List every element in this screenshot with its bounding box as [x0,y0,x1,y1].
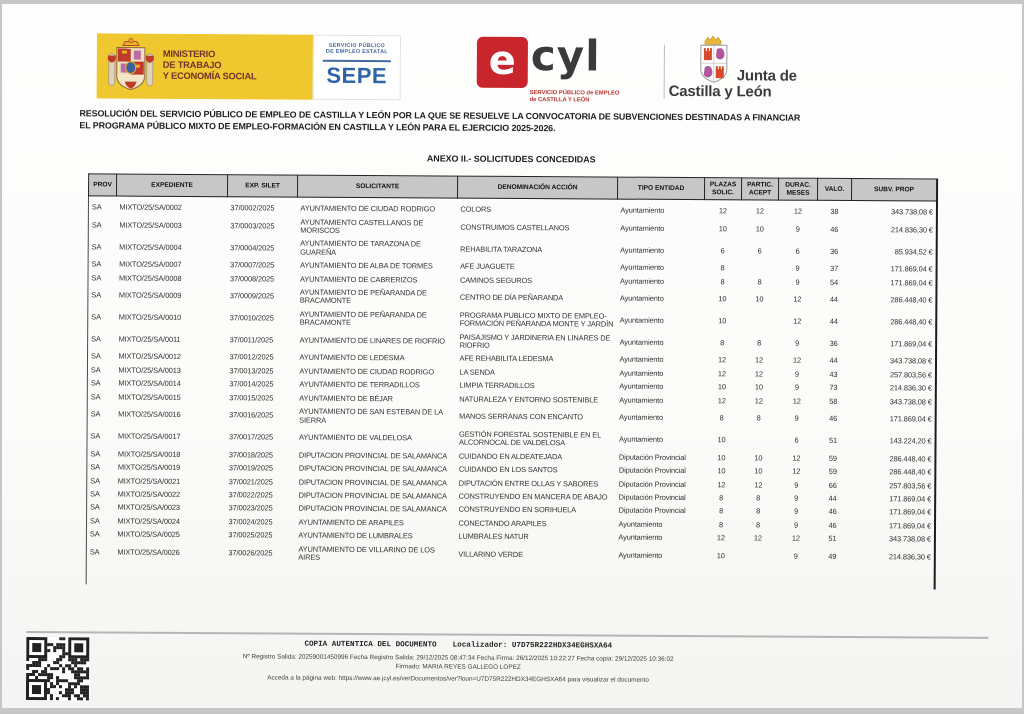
table-cell: 44 [829,316,838,326]
table-cell: 214.836,30 € [888,552,931,562]
document-page [2,4,1022,708]
table-cell: 343.738,08 € [890,356,933,366]
column-header: PARTIC. ACEPT [741,178,778,200]
table-cell: SA [90,431,101,441]
table-cell: 36 [829,338,838,348]
table-cell: MIXTO/25/SA/0011 [118,334,181,344]
table-cell: 59 [828,453,837,463]
table-spacer-row [86,563,935,589]
table-cell: 6 [757,246,762,256]
ecyl-logo [477,31,657,104]
table-cell: 44 [829,356,838,366]
logo-band [97,31,927,106]
table-cell: Diputación Provincial [618,505,686,516]
annex-title: ANEXO II.- SOLICITUDES CONCEDIDAS [426,153,596,165]
table-cell: AYUNTAMIENTO DE ALBA DE TORMES [300,260,433,271]
logo-separator [664,45,665,99]
table-cell: Ayuntamiento [620,205,665,216]
table-cell: SA [90,449,101,459]
table-cell: 37/0025/2025 [228,530,273,540]
sepe-logo [313,35,401,101]
table-cell: 8 [755,520,761,530]
table-cell: 9 [795,263,800,273]
table-cell: 171.869,04 € [889,507,932,517]
table-cell: AYUNTAMIENTO CASTELLANOS DE MORISCOS [300,217,424,235]
registry-line: Nº Registro Salida: 20259001450996 Fecha Registro Salida: 29/12/2025 08:47:34 Fecha Firma: 26/12/2025 10:22:27 Fecha copia: 29/12/2025 10:36:02 [242,653,674,663]
table-cell: Ayuntamiento [619,355,664,365]
title-line-2: EL PROGRAMA PÚBLICO MIXTO DE EMPLEO-FORMACIÓN EN CASTILLA Y LEÓN PARA EL EJERCICIO 2025-2026. [79,119,556,133]
table-cell: MIXTO/25/SA/0009 [118,290,182,301]
table-cell: 8 [757,338,762,348]
table-cell: Ayuntamiento [619,276,664,286]
table-cell: 12 [754,479,763,490]
table-cell: DIPUTACION PROVINCIAL DE SALAMANCA [298,503,447,514]
table-cell: 43 [829,369,838,379]
table-cell: 44 [829,295,838,305]
table-cell: DIPUTACIÓN ENTRE OLLAS Y SABORES [458,478,599,488]
table-cell: SA [90,489,100,499]
table-cell: 10 [754,453,763,463]
table-cell: 46 [829,414,838,424]
table-cell: MIXTO/25/SA/0016 [118,409,181,420]
table-cell: 8 [757,277,762,287]
table-cell [741,262,778,276]
table-cell: 12 [792,466,801,476]
table-cell: 8 [719,413,724,423]
table-cell: 37/0015/2025 [229,392,274,403]
table-cell: 9 [793,520,799,530]
table-cell: Ayuntamiento [619,434,663,444]
ecyl-subtitle: SERVICIO PÚBLICO de EMPLEO de CASTILLA Y LEÓN [529,90,620,104]
table-cell: 12 [754,369,763,379]
table-cell: CONECTANDO ARAPILES [458,518,547,528]
resolution-title [79,108,927,136]
grants-table-wrapper [86,173,933,589]
table-cell: 6 [794,435,799,445]
table-cell: CONSTRUIMOS CASTELLANOS [460,222,570,233]
footer-block [118,640,798,685]
table-cell: 171.869,04 € [890,264,933,274]
table-cell: 38 [830,207,839,217]
table-cell: Diputación Provincial [618,465,686,476]
table-cell: 37/0002/2025 [230,203,275,213]
table-cell: 37 [830,264,839,274]
table-cell: MIXTO/25/SA/0010 [118,312,182,322]
table-cell: 37/0004/2025 [230,242,275,253]
table-cell: 12 [792,453,801,463]
table-cell: SA [90,392,101,402]
table-cell: MIXTO/25/SA/0023 [117,502,180,513]
table-cell: 12 [753,533,762,543]
table-cell: Ayuntamiento [620,262,664,273]
table-cell: 10 [717,452,726,462]
table-cell: MIXTO/25/SA/0003 [119,220,182,230]
table-cell: MIXTO/25/SA/0012 [118,352,181,362]
column-header: VALO. [817,178,851,200]
table-cell: 8 [720,263,725,273]
table-cell: 37/0010/2025 [229,313,274,323]
table-spacer-cell [86,563,935,589]
table-cell: 37/0022/2025 [228,490,273,500]
table-cell: 10 [717,435,726,445]
table-cell: MIXTO/25/SA/0007 [119,259,182,270]
table-cell: 12 [754,355,764,365]
table-cell: 37/0013/2025 [229,366,274,376]
sepe-divider [323,60,391,62]
table-cell: 9 [794,493,799,503]
column-header: SOLICITANTE [298,175,458,198]
table-cell: 36 [830,246,839,256]
table-cell: 9 [794,480,799,490]
table-cell: DIPUTACION PROVINCIAL DE SALAMANCA [298,450,448,461]
table-cell: MIXTO/25/SA/0022 [117,489,181,499]
table-cell: 214.836,30 € [889,383,932,393]
table-cell: MIXTO/25/SA/0008 [118,273,182,283]
table-cell: 9 [795,338,800,348]
table-cell: 9 [794,382,799,392]
table-cell: 54 [829,277,839,287]
ecyl-e-icon [477,37,528,88]
table-cell: 46 [828,507,837,517]
table-cell: 10 [755,224,764,234]
table-cell: 59 [828,467,837,477]
junta-logo [667,35,927,107]
table-cell: MIXTO/25/SA/0017 [118,431,181,442]
table-cell: 37/0018/2025 [228,449,273,460]
table-cell: 51 [828,435,838,446]
table-cell: MIXTO/25/SA/0015 [118,392,181,402]
table-cell: 49 [828,551,837,561]
table-cell: CAMINOS SEGUROS [459,275,533,285]
table-cell: SA [91,290,102,300]
table-cell: LA SENDA [459,367,495,377]
table-cell: 343.738,08 € [890,207,933,217]
table-cell: SA [91,272,102,283]
table-cell: Diputación Provincial [618,479,686,489]
table-cell: CENTRO DE DÍA PEÑARANDA [459,292,564,303]
table-cell: 37/0024/2025 [228,516,273,527]
table-cell: Ayuntamiento [618,550,663,560]
table-cell: AYUNTAMIENTO DE PEÑARANDA DE BRACAMONTE [299,287,427,306]
table-cell: AYUNTAMIENTO DE CIUDAD RODRIGO [299,366,435,377]
table-cell: 286.448,40 € [889,467,932,477]
table-cell: Ayuntamiento [619,337,664,347]
table-cell: 12 [717,395,726,405]
table-cell: 73 [829,383,838,393]
table-cell: MIXTO/25/SA/0013 [118,365,181,375]
table-cell: GESTIÓN FORESTAL SOSTENIBLE EN EL ALCORNOCAL DE VALDELOSA [458,429,601,448]
table-cell: SA [91,351,101,361]
table-cell: 8 [756,493,761,503]
table-cell: Ayuntamiento [619,395,664,405]
column-header: DURAC. MESES [778,178,817,200]
table-cell: DIPUTACION PROVINCIAL DE SALAMANCA [298,463,448,474]
table-cell: NATURALEZA Y ENTORNO SOSTENIBLE [459,394,599,405]
table-cell: MIXTO/25/SA/0014 [118,378,181,389]
table-cell: 9 [794,369,799,379]
table-cell: Ayuntamiento [618,532,663,543]
table-cell: Ayuntamiento [620,245,665,255]
footer-divider [26,631,988,639]
table-cell: 8 [720,276,725,286]
spain-coat-of-arms-icon [107,37,155,100]
table-cell: 85.934,52 € [894,246,933,257]
table-cell: 37/0007/2025 [230,260,275,270]
table-cell: 9 [794,507,799,517]
table-cell: 37/0012/2025 [229,352,274,362]
table-cell: 12 [716,533,725,543]
sepe-subtitle: SERVICIO PÚBLICO DE EMPLEO ESTATAL [325,42,388,56]
table-cell: Diputación Provincial [618,492,686,502]
table-cell: SA [90,409,101,419]
table-cell: 343.738,08 € [889,396,932,407]
table-cell: 10 [717,466,726,476]
table-cell: 66 [828,480,837,490]
table-cell [739,545,776,567]
ecyl-e-letter: e [488,37,517,84]
table-cell: AFE REHABILITA LEDESMA [459,354,554,364]
table-cell: 9 [795,224,800,234]
grants-table [86,173,938,589]
column-header: TIPO ENTIDAD [618,177,705,200]
table-cell: MIXTO/25/SA/0004 [119,242,182,252]
ministerio-logo [97,33,313,99]
sepe-name: SEPE [326,62,388,88]
table-cell: SA [91,334,101,344]
table-cell: Ayuntamiento [619,381,664,392]
table-cell: Ayuntamiento [620,223,665,233]
column-header: DENOMINACIÓN ACCIÓN [458,176,618,199]
table-cell: LUMBRALES NATUR [458,531,529,542]
column-header: EXPEDIENTE [117,174,228,197]
table-cell: SA [90,462,101,472]
table-cell: SA [90,378,101,388]
table-cell: AYUNTAMIENTO DE SAN ESTEBAN DE LA SIERRA [299,406,443,425]
table-cell: 37/0011/2025 [229,335,274,345]
table-cell: 37/0026/2025 [228,547,273,558]
column-header: PROV [89,174,117,196]
table-cell: MIXTO/25/SA/0021 [117,476,181,486]
table-cell: 10 [717,382,726,392]
table-cell: 12 [792,396,801,406]
table-cell: 12 [755,206,764,216]
table-cell: 171.869,04 € [889,494,932,504]
table-cell: Ayuntamiento [618,519,663,529]
qr-code-icon [26,637,90,701]
table-cell: AYUNTAMIENTO DE LINARES DE RIOFRIO [299,335,445,346]
table-cell: 37/0009/2025 [229,291,274,301]
table-cell: 286.448,40 € [889,453,932,464]
table-cell: PAISAJISMO Y JARDINERIA EN LINARES DE RIOFRIO [459,332,611,350]
table-cell: SA [91,220,102,230]
table-cell: 12 [717,479,726,489]
table-cell: SA [90,475,100,485]
table-cell: DIPUTACION PROVINCIAL DE SALAMANCA [298,477,447,488]
table-cell: 8 [719,506,724,516]
table-cell: AYUNTAMIENTO DE VALDELOSA [299,432,412,443]
table-cell: 37/0023/2025 [228,503,273,513]
table-cell: Diputación Provincial [618,452,686,462]
table-cell [740,430,777,452]
table-cell: 8 [720,338,725,348]
table-cell: AYUNTAMIENTO DE VILLARINO DE LOS AIRES [298,544,435,562]
table-cell: 37/0019/2025 [228,463,273,473]
ministerio-label: MINISTERIO DE TRABAJO Y ECONOMÍA SOCIAL [162,48,257,81]
table-cell: 58 [829,396,838,406]
table-cell: 37/0003/2025 [230,221,275,231]
table-cell: 12 [717,355,727,365]
table-cell: AYUNTAMIENTO DE BÉJAR [299,393,393,403]
table-cell: 10 [718,223,727,234]
table-cell: SA [90,365,101,375]
table-cell: AYUNTAMIENTO DE LEDESMA [299,353,405,363]
junta-name-line1: Junta de [736,67,797,85]
table-cell: 214.836,30 € [890,225,933,235]
table-cell: VILLARINO VERDE [458,549,523,559]
table-cell: 9 [795,277,800,287]
table-cell: 286.448,40 € [890,295,933,305]
table-cell: REHABILITA TARAZONA [460,244,543,254]
table-cell: 10 [755,294,764,304]
table-cell: 171.869,04 € [890,339,933,349]
table-cell: SA [91,241,102,252]
localizador-value: Localizador: U7D75R222HDX34EGHSXA64 [452,641,613,651]
table-cell: SA [91,312,101,322]
table-cell: 12 [717,369,726,379]
title-line-1: RESOLUCIÓN DEL SERVICIO PÚBLICO DE EMPLEO DE CASTILLA Y LEÓN POR LA QUE SE RESUELVE LA CONVOCATORIA DE SUBVENCIONES DESTINADAS A FINANCIAR [79,108,801,123]
table-cell: SA [90,502,100,512]
table-cell: MIXTO/25/SA/0025 [117,529,180,540]
table-cell: 46 [830,224,839,234]
table-cell: AYUNTAMIENTO DE LUMBRALES [298,530,413,541]
table-cell: 37/0008/2025 [229,273,275,284]
table-cell: 143.224,20 € [889,436,932,446]
table-cell: SA [90,516,100,526]
table-cell: CONSTRUYENDO EN SORIHUELA [458,504,577,515]
table-cell: LIMPIA TERRADILLOS [459,380,535,391]
table-cell: AYUNTAMIENTO DE ARAPILES [298,517,404,528]
table-cell: SA [91,259,102,269]
table-cell: 286.448,40 € [890,317,933,327]
table-cell: 8 [718,519,724,529]
table-cell: PROGRAMA PUBLICO MIXTO DE EMPLEO-FORMACIÓN PEÑARANDA MONTE Y JARDÍN [459,310,614,329]
table-cell: AYUNTAMIENTO DE CABRERIZOS [299,274,418,284]
table-cell: MANOS SERRANAS CON ENCANTO [459,411,583,422]
table-cell: AYUNTAMIENTO DE PEÑARANDA DE BRACAMONTE [299,309,427,328]
table-cell: 8 [756,413,761,423]
authentic-copy-line [118,640,798,652]
table-cell: 51 [828,534,837,544]
table-cell: MIXTO/25/SA/0024 [117,516,180,526]
table-cell: AYUNTAMIENTO DE CIUDAD RODRIGO [300,203,436,214]
signed-by-line: Firmado: MARIA REYES GALLEGO LOPEZ [395,663,521,671]
table-cell: Ayuntamiento [619,293,664,304]
table-cell: 12 [793,294,802,304]
table-cell: 10 [716,550,725,561]
table-cell: Ayuntamiento [619,412,664,423]
column-header: EXP. SILET [228,175,298,198]
table-cell: 10 [754,382,763,392]
table-cell: 10 [754,466,763,476]
table-cell: 12 [793,206,802,216]
table-cell: CUIDANDO EN LOS SANTOS [458,464,558,475]
table-cell: 12 [791,533,800,543]
table-cell: Ayuntamiento [619,315,664,325]
table-cell: 8 [719,493,724,503]
table-cell: AYUNTAMIENTO DE TERRADILLOS [299,379,420,390]
table-cell: 10 [718,316,727,326]
table-cell: 171.869,04 € [890,277,933,288]
table-cell: COLORS [460,204,492,214]
table-cell: 343.738,08 € [888,534,931,544]
table-cell: 12 [793,316,802,326]
table-cell: 8 [756,506,761,516]
table-cell: 10 [718,294,727,304]
table-cell: CONSTRUYENDO EN MANCERA DE ABAJO [458,491,608,502]
ecyl-cyl-letters: cyl [530,31,601,81]
table-cell: SA [91,202,102,212]
table-cell: SA [89,529,100,539]
table-cell: 6 [795,246,800,256]
table-cell: DIPUTACION PROVINCIAL DE SALAMANCA [298,490,447,501]
table-cell: 37/0016/2025 [229,410,274,420]
table-cell: 6 [720,245,725,255]
table-cell: 37/0014/2025 [229,379,274,389]
table-cell: 46 [828,520,837,530]
table-cell: 9 [793,551,798,561]
table-cell: 37/0017/2025 [229,432,274,442]
junta-name-line2: Castilla y León [668,82,772,101]
table-cell: MIXTO/25/SA/0019 [117,462,181,473]
table-cell: 9 [794,413,799,423]
table-cell: 12 [718,206,727,216]
table-cell: AYUNTAMIENTO DE TARAZONA DE GUAREÑA [300,239,421,257]
table-cell: 12 [754,396,763,406]
table-cell: 12 [792,356,802,366]
table-cell: 257.803,56 € [889,370,932,380]
column-header: PLAZAS SOLIC. [704,178,741,200]
table-cell: Ayuntamiento [619,368,664,378]
table-cell: MIXTO/25/SA/0002 [119,202,182,213]
table-cell: 171.869,04 € [889,414,932,424]
copy-label: COPIA AUTENTICA DEL DOCUMENTO [304,640,437,650]
verification-url-line: Acceda a la página web: https://www.ae.jcyl.es/verDocumentos/ver?loun=U7D75R222HDX34EGHSXA64 para visualizar el documento [267,674,649,684]
table-cell: MIXTO/25/SA/0026 [117,547,180,557]
column-header: SUBV. PROP [851,179,937,202]
document-content [2,4,1022,708]
table-cell [741,311,778,333]
table-cell: 171.869,04 € [889,520,932,531]
table-cell: MIXTO/25/SA/0018 [117,449,181,459]
table-cell: AFE JUAGUETE [460,261,515,272]
table-cell: 44 [828,493,837,503]
table-cell: CUIDANDO EN ALDEATEJADA [458,451,563,461]
table-cell: 257.803,56 € [889,480,932,491]
table-cell: 37/0021/2025 [228,476,273,487]
table-cell: SA [89,547,100,557]
